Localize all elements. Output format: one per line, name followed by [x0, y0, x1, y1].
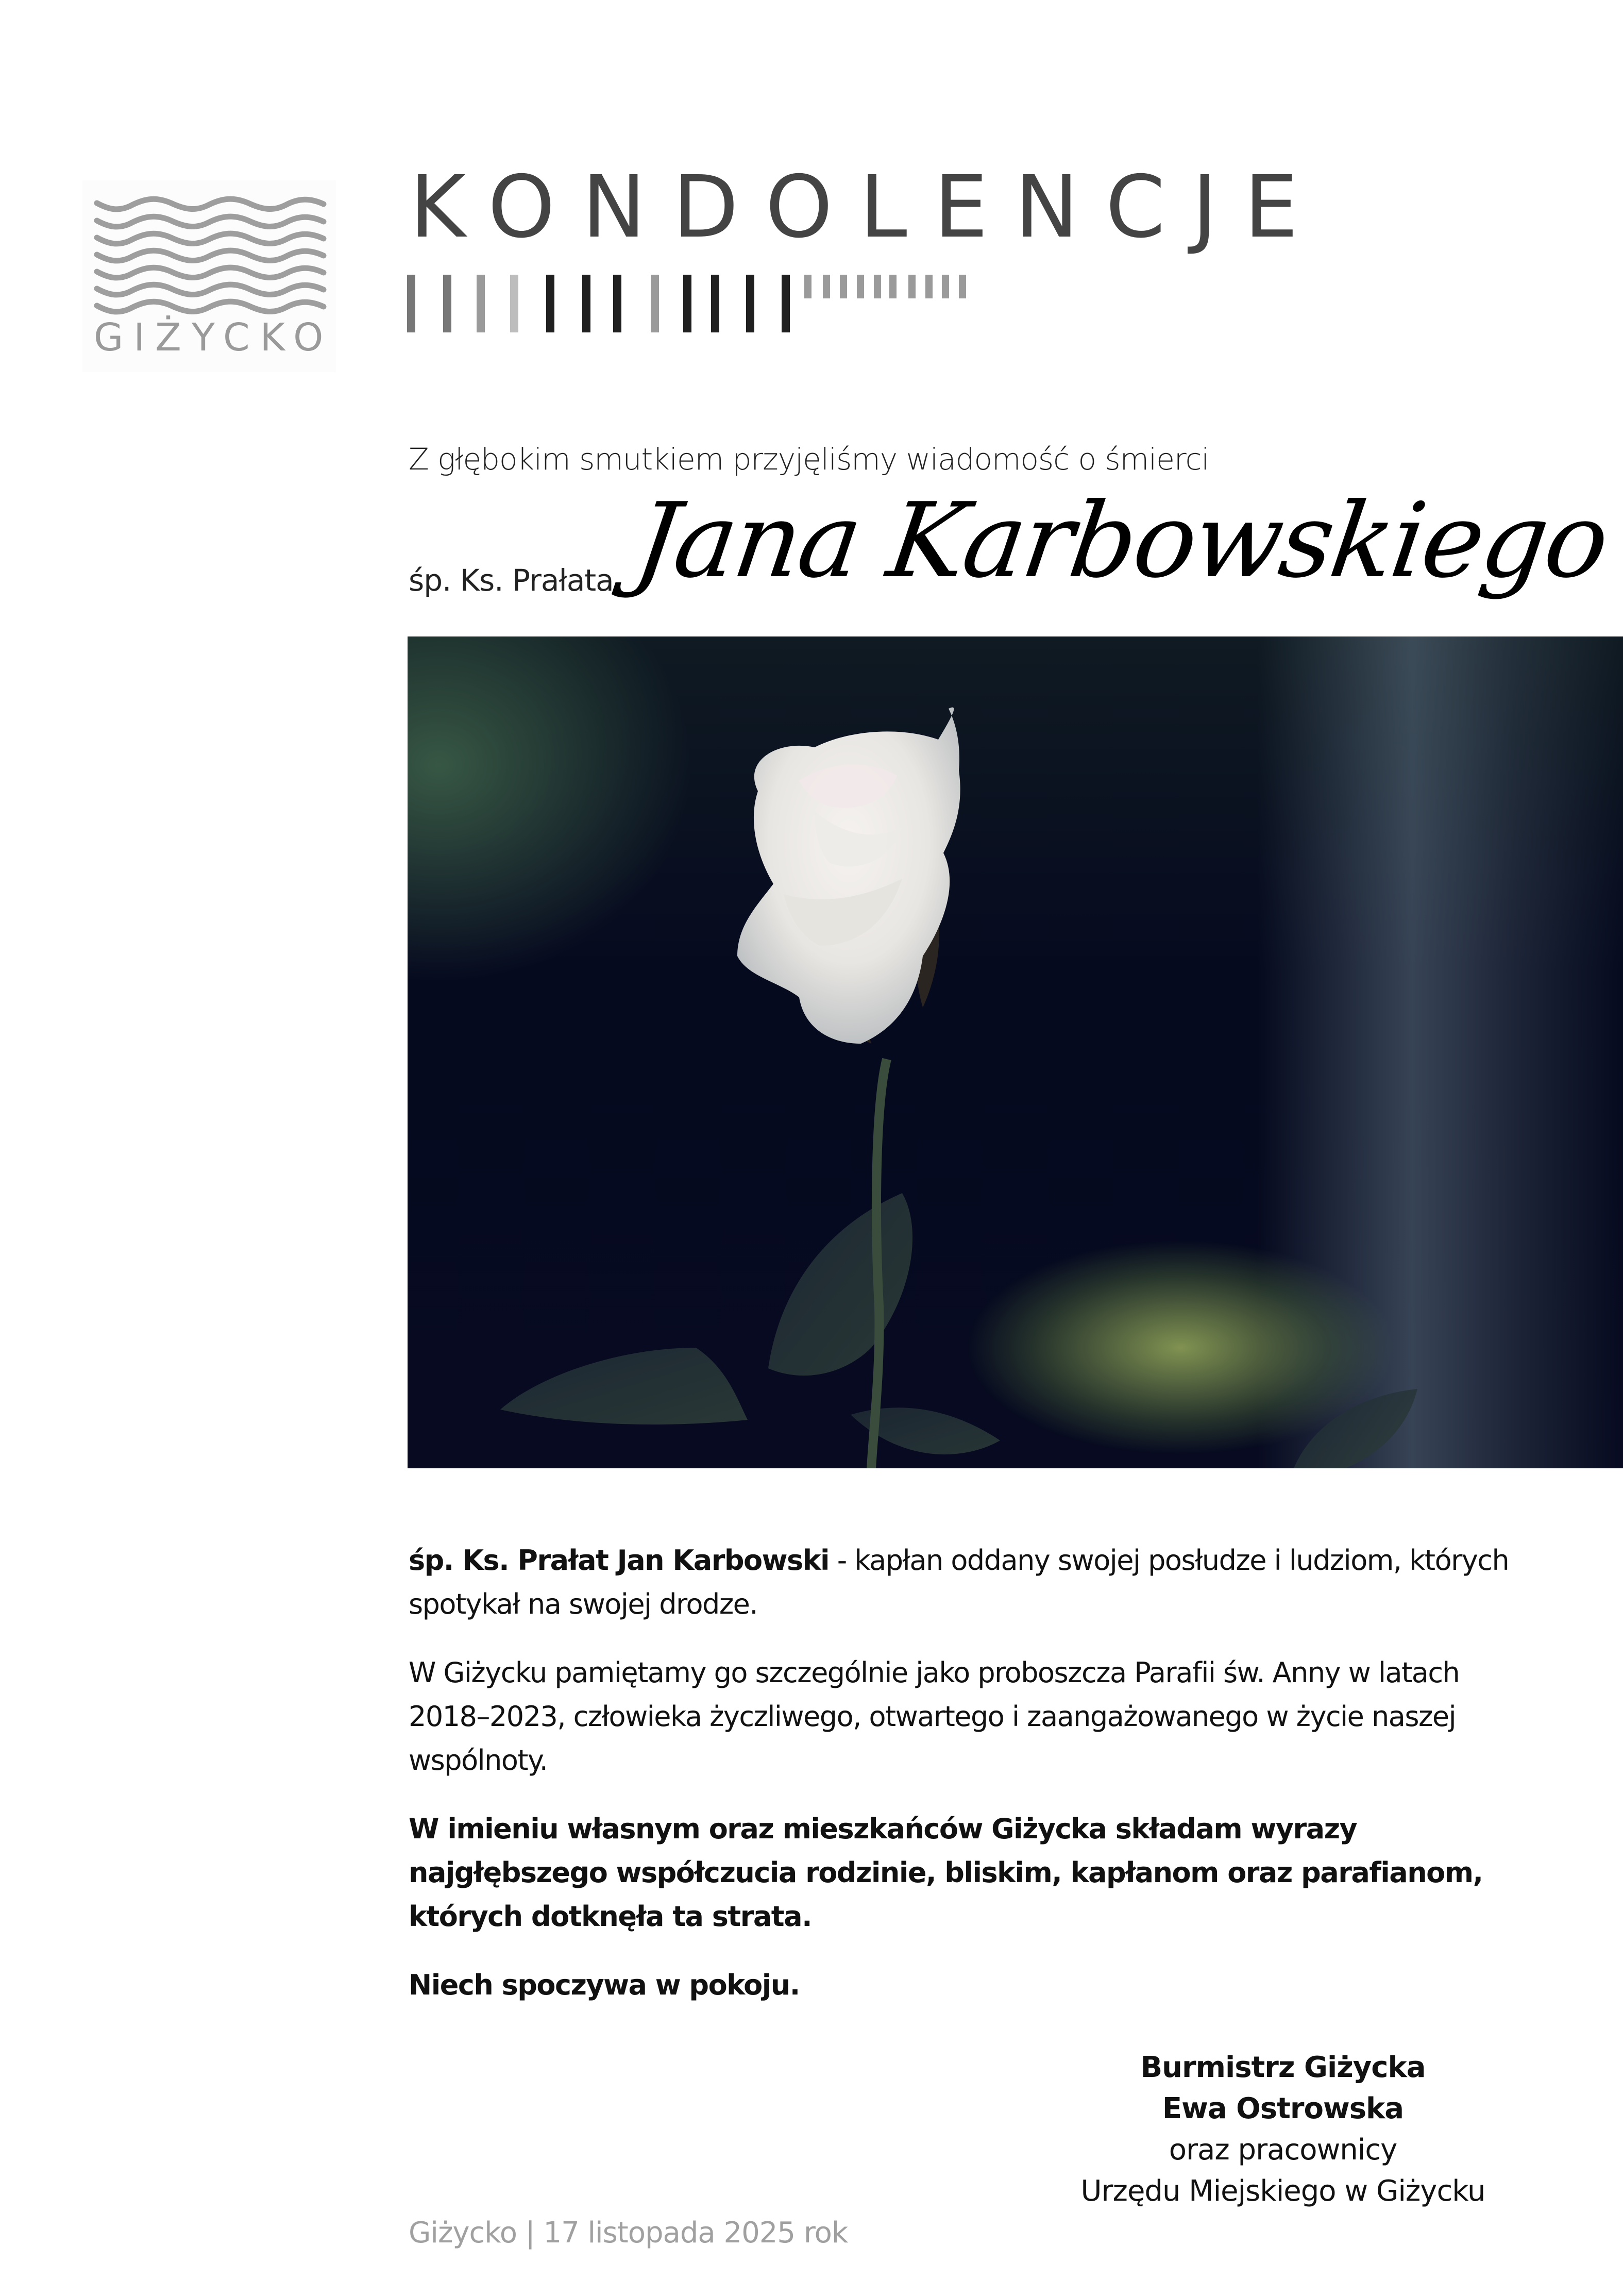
- short-bar: [804, 275, 812, 298]
- tall-bar: [746, 275, 754, 332]
- short-bar: [942, 275, 949, 298]
- waves-icon: [94, 192, 327, 321]
- short-bar: [908, 275, 916, 298]
- condolence-body: [409, 1538, 1532, 2032]
- signature-title: Burmistrz Giżycka: [1140, 2051, 1426, 2084]
- tall-bar: [510, 275, 518, 332]
- tall-bar: [683, 275, 691, 332]
- signature-line-4: Urzędu Miejskiego w Giżycku: [1080, 2174, 1485, 2208]
- paragraph-2: W Giżycku pamiętamy go szczególnie jako proboszcza Parafii św. Anny w latach 2018–2023, człowieka życzliwego, otwartego i zaangażowanego w życie naszej wspólnoty.: [409, 1656, 1460, 1777]
- paragraph-4: Niech spoczywa w pokoju.: [409, 1969, 800, 2001]
- tall-bar: [407, 275, 415, 332]
- short-bar: [840, 275, 847, 298]
- logo-text: GIŻYCKO: [94, 315, 334, 360]
- short-bar: [959, 275, 966, 298]
- short-bar: [857, 275, 864, 298]
- short-bar: [874, 275, 881, 298]
- tall-bar: [477, 275, 485, 332]
- white-rose-photo: [408, 636, 1623, 1468]
- paragraph-1: [409, 1538, 1532, 1626]
- paragraph-1-text: - kapłan oddany swojej posłudze i ludziom, których spotykał na swojej drodze.: [409, 1544, 1509, 1620]
- signature-name: Ewa Ostrowska: [1162, 2092, 1404, 2125]
- intro-line: Z głębokim smutkiem przyjęliśmy wiadomość o śmierci: [409, 442, 1209, 477]
- paragraph-3: W imieniu własnym oraz mieszkańców Giżycka składam wyrazy najgłębszego współczucia rodzinie, bliskim, kapłanom oraz parafianom, których dotknęła ta strata.: [409, 1813, 1483, 1933]
- tall-bar: [546, 275, 554, 332]
- tall-bar: [651, 275, 659, 332]
- short-bar: [889, 275, 897, 298]
- short-bar: [925, 275, 933, 298]
- tall-bar: [582, 275, 590, 332]
- page-title: KONDOLENCJE: [410, 158, 1325, 257]
- tall-bar: [711, 275, 719, 332]
- tall-bar: [613, 275, 621, 332]
- signature-line-3: oraz pracownicy: [1169, 2133, 1397, 2167]
- place-date: Giżycko | 17 listopada 2025 rok: [409, 2216, 848, 2250]
- deceased-name-script: Jana Karbowskiego: [628, 481, 1614, 601]
- short-bar: [823, 275, 830, 298]
- deceased-name-bold: śp. Ks. Prałat Jan Karbowski: [409, 1544, 830, 1577]
- tall-bar: [782, 275, 790, 332]
- decorative-bars: [407, 275, 1541, 334]
- signature-block: [1051, 2047, 1515, 2212]
- rose-icon: [408, 636, 1623, 1468]
- name-prefix: śp. Ks. Prałata: [409, 563, 614, 598]
- tall-bar: [443, 275, 451, 332]
- gizycko-logo: [82, 180, 336, 372]
